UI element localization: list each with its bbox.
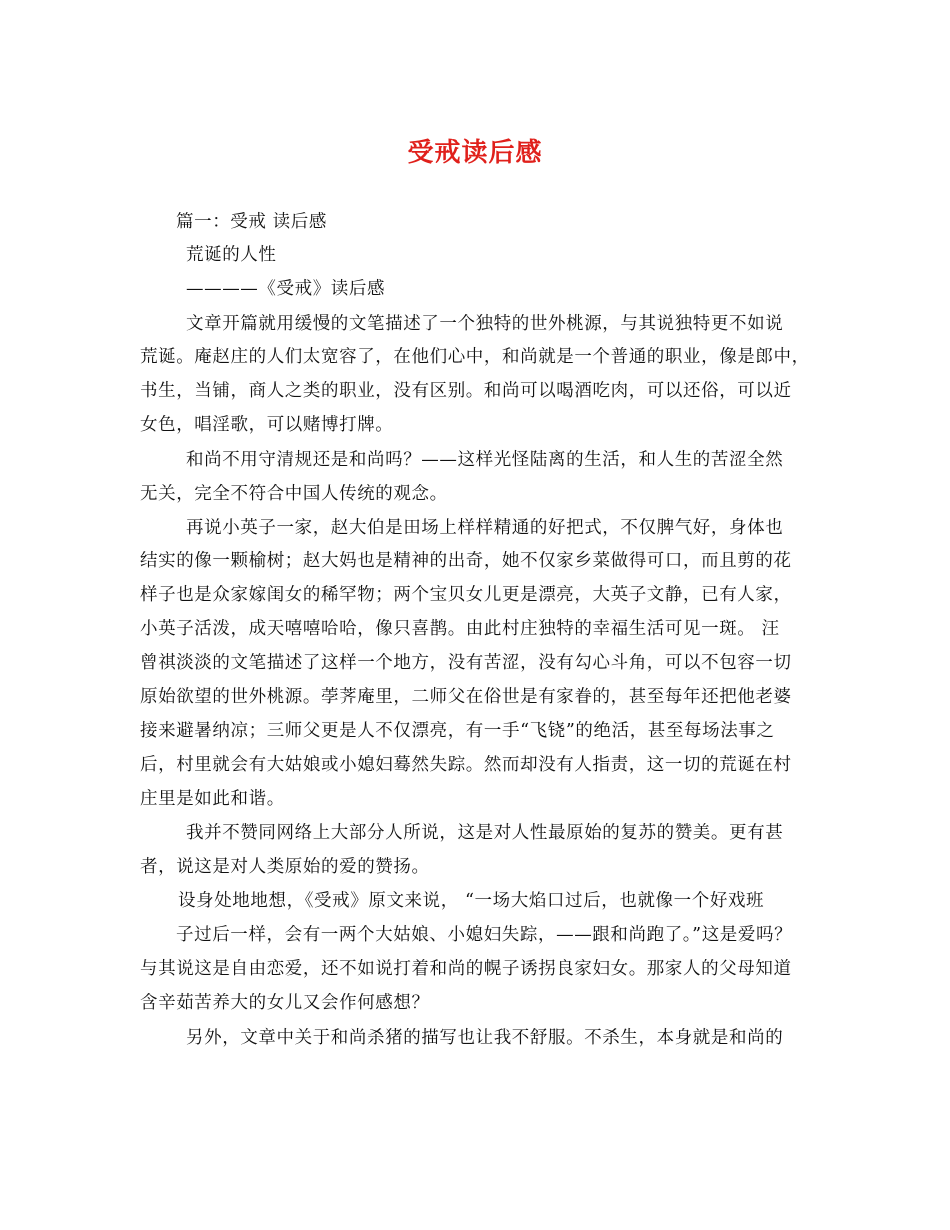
paragraph-line: 后，村里就会有大姑娘或小媳妇蓦然失踪。然而却没有人指责，这一切的荒诞在村 [140, 755, 792, 775]
essay-subtitle: ————《受戒》读后感 [186, 279, 386, 299]
essay-title: 荒诞的人性 [186, 245, 277, 265]
paragraph-line: 庄里是如此和谐。 [140, 789, 285, 809]
paragraph-line: 小英子活泼，成天嘻嘻哈哈，像只喜鹊。由此村庄独特的幸福生活可见一斑。 汪 [140, 619, 780, 639]
document-title: 受戒读后感 [407, 138, 543, 168]
paragraph-line: 书生，当铺，商人之类的职业，没有区别。和尚可以喝酒吃肉，可以还俗，可以近 [140, 381, 792, 401]
paragraph-line: 我并不赞同网络上大部分人所说，这是对人性最原始的复苏的赞美。更有甚 [186, 823, 784, 843]
paragraph-line: 再说小英子一家，赵大伯是田场上样样精通的好把式，不仅脾气好，身体也 [186, 518, 784, 538]
paragraph-line: 女色，唱淫歌，可以赌博打牌。 [140, 415, 394, 435]
paragraph-line: 另外，文章中关于和尚杀猪的描写也让我不舒服。不杀生，本身就是和尚的 [186, 1028, 784, 1048]
paragraph-line: 结实的像一颗榆树；赵大妈也是精神的出奇，她不仅家乡菜做得可口，而且剪的花 [140, 551, 792, 571]
paragraph-line: 样子也是众家嫁闺女的稀罕物；两个宝贝女儿更是漂亮，大英子文静，已有人家， [140, 585, 792, 605]
paragraph-line: 接来避暑纳凉；三师父更是人不仅漂亮，有一手“飞铙”的绝活，甚至每场法事之 [140, 721, 775, 741]
paragraph-line: 文章开篇就用缓慢的文笔描述了一个独特的世外桃源，与其说独特更不如说 [186, 314, 784, 334]
paragraph-line: 无关，完全不符合中国人传统的观念。 [140, 484, 448, 504]
paragraph-line: 与其说这是自由恋爱，还不如说打着和尚的幌子诱拐良家妇女。那家人的父母知道 [140, 959, 792, 979]
paragraph-line: 者，说这是对人类原始的爱的赞扬。 [140, 857, 430, 877]
paragraph-line: 和尚不用守清规还是和尚吗？——这样光怪陆离的生活，和人生的苦涩全然 [186, 450, 784, 470]
paragraph-line: 荒诞。庵赵庄的人们太宽容了，在他们心中，和尚就是一个普通的职业，像是郎中， [140, 347, 810, 367]
section-heading: 篇一：受戒 读后感 [176, 212, 327, 232]
paragraph-line: 原始欲望的世外桃源。荸荠庵里，二师父在俗世是有家眷的，甚至每年还把他老婆 [140, 687, 792, 707]
paragraph-line: 含辛茹苦养大的女儿又会作何感想？ [140, 993, 430, 1013]
paragraph-line: 曾祺淡淡的文笔描述了这样一个地方，没有苦涩，没有勾心斗角，可以不包容一切 [140, 653, 792, 673]
paragraph-line: 子过后一样，会有一两个大姑娘、小媳妇失踪，——跟和尚跑了。”这是爱吗？ [176, 925, 793, 945]
paragraph-line: 设身处地地想，《受戒》原文来说， “一场大焰口过后，也就像一个好戏班 [178, 891, 765, 911]
